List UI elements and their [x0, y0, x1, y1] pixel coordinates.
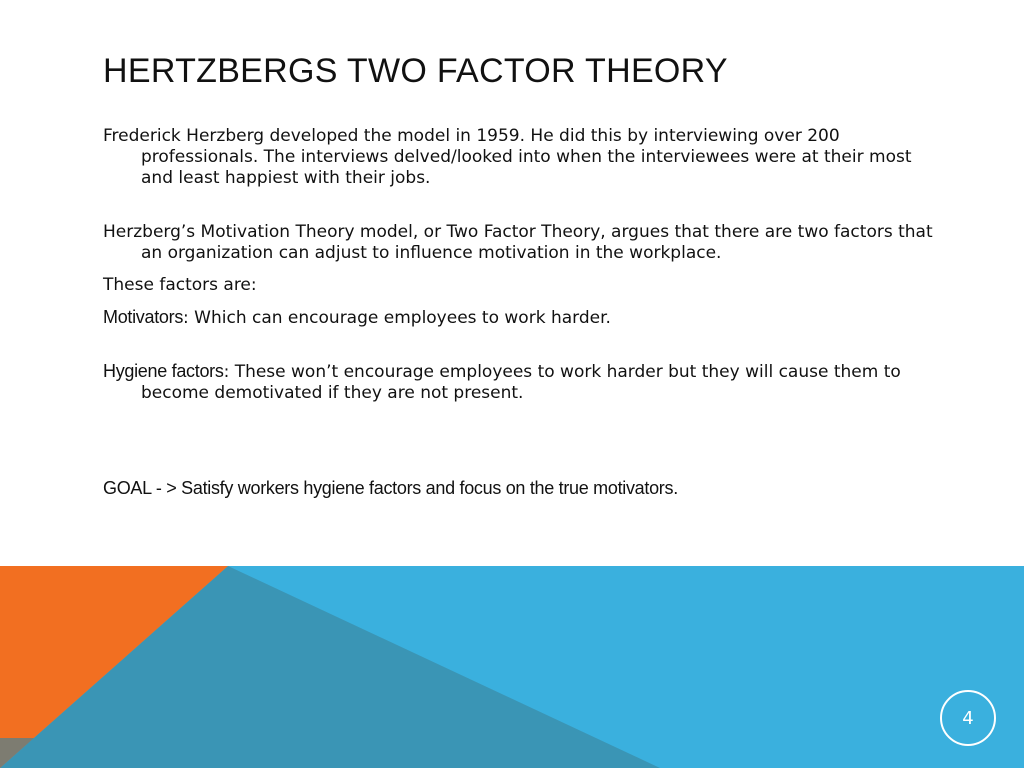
- factors-intro: These factors are:: [103, 275, 257, 295]
- motivators-description: : Which can encourage employees to work harder.: [183, 308, 611, 328]
- page-number: 4: [962, 707, 974, 729]
- hygiene-description: : These won’t encourage employees to work harder but they will cause them to become demotivated if they are not present.: [141, 362, 901, 403]
- slide-title: HERTZBERGS TWO FACTOR THEORY: [103, 52, 728, 90]
- intro-paragraph: Frederick Herzberg developed the model in 1959. He did this by interviewing over 200 professionals. The interviews delved/looked into when the interviewees were at their most and least happiest with their jobs.: [103, 126, 912, 188]
- theory-paragraph: Herzberg’s Motivation Theory model, or Two Factor Theory, argues that there are two factors that an organization can adjust to influence motivation in the workplace.: [103, 222, 933, 263]
- goal-statement: GOAL - > Satisfy workers hygiene factors and focus on the true motivators.: [103, 478, 678, 498]
- motivators-term: Motivators: [103, 307, 184, 327]
- hygiene-term: Hygiene factors: [103, 361, 224, 381]
- page-number-badge: [940, 690, 996, 746]
